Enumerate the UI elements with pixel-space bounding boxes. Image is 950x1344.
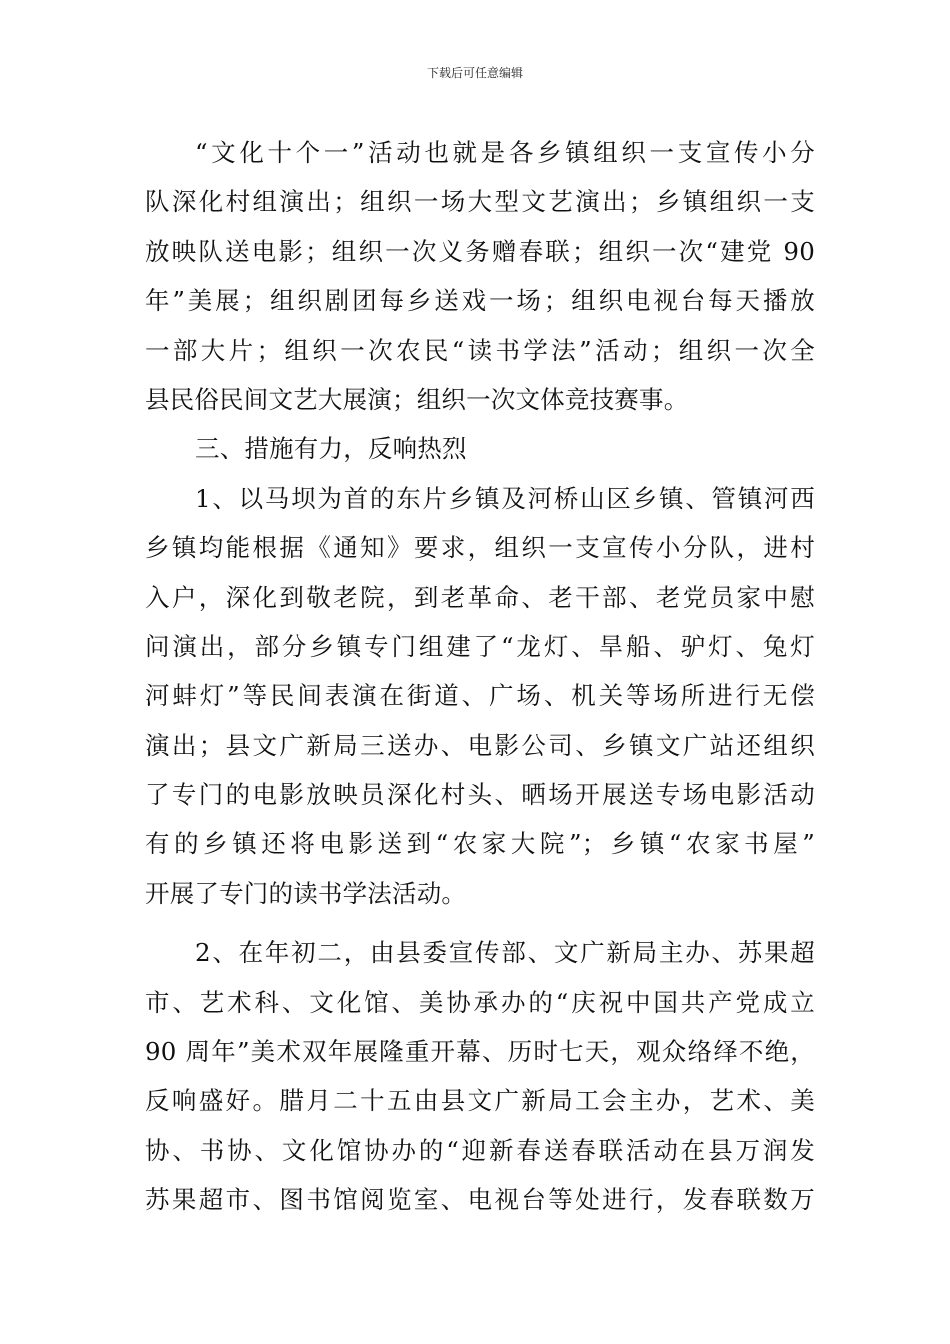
paragraph-item-2	[145, 928, 815, 1224]
text-line: 2、在年初二，由县委宣传部、文广新局主办、苏果超	[195, 938, 815, 968]
text-line: 年”美展；组织剧团每乡送戏一场；组织电视台每天播放	[145, 286, 815, 316]
text-line: 协、书协、文化馆协办的“迎新春送春联活动在县万润发	[145, 1135, 815, 1165]
document-body	[145, 128, 815, 1225]
text-line: 县民俗民间文艺大展演；组织一次文体竞技赛事。	[145, 384, 689, 414]
text-line: 问演出，部分乡镇专门组建了“龙灯、旱船、驴灯、兔灯	[145, 631, 815, 661]
paragraph-item-1	[145, 474, 815, 919]
text-line: 乡镇均能根据《通知》要求，组织一支宣传小分队，进村	[145, 533, 815, 563]
text-line: 一部大片；组织一次农民“读书学法”活动；组织一次全	[145, 335, 815, 365]
paragraph-culture-activities	[145, 128, 815, 424]
paragraph-gap	[145, 918, 815, 928]
text-line: 1、以马坝为首的东片乡镇及河桥山区乡镇、管镇河西	[195, 483, 815, 513]
text-line: 队深化村组演出；组织一场大型文艺演出；乡镇组织一支	[145, 187, 815, 217]
text-line: “文化十个一”活动也就是各乡镇组织一支宣传小分	[195, 138, 815, 167]
text-line: 演出；县文广新局三送办、电影公司、乡镇文广站还组织	[145, 730, 815, 760]
heading-text: 三、措施有力，反响热烈	[195, 434, 467, 464]
text-line: 了专门的电影放映员深化村头、晒场开展送专场电影活动	[145, 780, 815, 810]
text-line: 河蚌灯”等民间表演在街道、广场、机关等场所进行无偿	[145, 681, 815, 711]
text-line: 有的乡镇还将电影送到“农家大院”；乡镇“农家书屋”	[145, 829, 815, 859]
text-line: 市、艺术科、文化馆、美协承办的“庆祝中国共产党成立	[145, 987, 815, 1017]
text-line: 放映队送电影；组织一次义务赠春联；组织一次“建党 90	[145, 236, 815, 266]
section-heading	[145, 424, 815, 473]
text-line: 反响盛好。腊月二十五由县文广新局工会主办，艺术、美	[145, 1086, 815, 1116]
text-line: 90 周年”美术双年展隆重开幕、历时七天，观众络绎不绝，	[145, 1037, 815, 1067]
page-header: 下载后可任意编辑	[426, 66, 523, 80]
text-line: 开展了专门的读书学法活动。	[145, 878, 467, 908]
text-line: 入户，深化到敬老院，到老革命、老干部、老党员家中慰	[145, 582, 815, 612]
text-line: 苏果超市、图书馆阅览室、电视台等处进行，发春联数万	[145, 1185, 815, 1215]
